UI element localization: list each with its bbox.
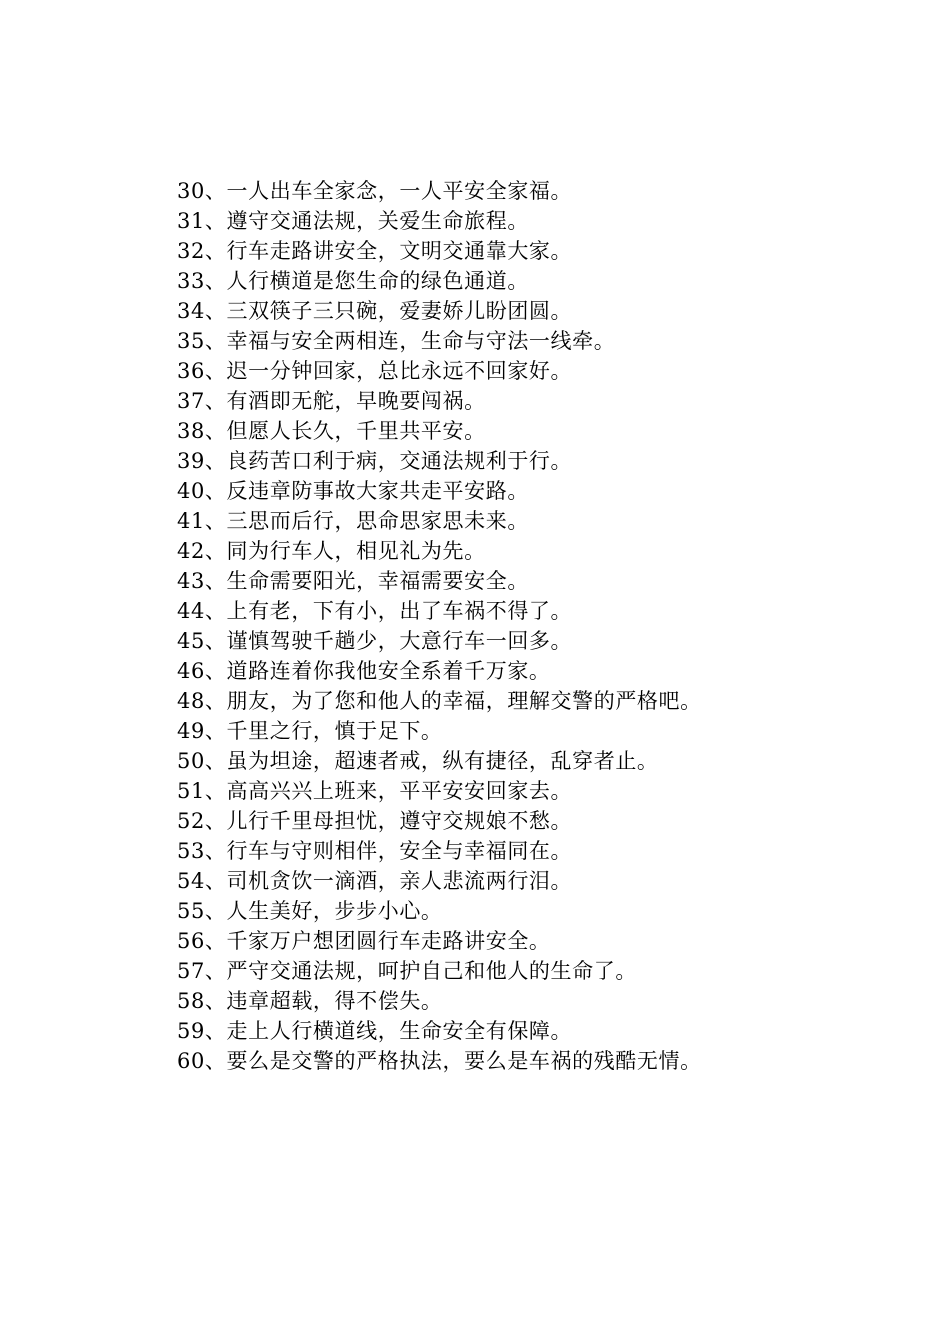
list-item: 37、有酒即无舵，早晚要闯祸。 xyxy=(177,389,486,413)
list-item: 48、朋友，为了您和他人的幸福，理解交警的严格吧。 xyxy=(177,689,702,713)
list-item: 41、三思而后行，思命思家思未来。 xyxy=(177,509,529,533)
slogan-list xyxy=(177,176,877,1076)
list-item: 53、行车与守则相伴，安全与幸福同在。 xyxy=(177,839,573,863)
list-item: 40、反违章防事故大家共走平安路。 xyxy=(177,479,529,503)
list-item: 51、高高兴兴上班来，平平安安回家去。 xyxy=(177,779,573,803)
list-item: 52、儿行千里母担忧，遵守交规娘不愁。 xyxy=(177,809,573,833)
list-item: 57、严守交通法规，呵护自己和他人的生命了。 xyxy=(177,959,637,983)
list-item: 55、人生美好，步步小心。 xyxy=(177,899,443,923)
list-item: 33、人行横道是您生命的绿色通道。 xyxy=(177,269,529,293)
list-item: 31、遵守交通法规，关爱生命旅程。 xyxy=(177,209,529,233)
list-item: 54、司机贪饮一滴酒，亲人悲流两行泪。 xyxy=(177,869,573,893)
list-item: 49、千里之行，慎于足下。 xyxy=(177,719,443,743)
list-item: 44、上有老，下有小，出了车祸不得了。 xyxy=(177,599,573,623)
list-item: 30、一人出车全家念，一人平安全家福。 xyxy=(177,179,573,203)
list-item: 35、幸福与安全两相连，生命与守法一线牵。 xyxy=(177,329,616,353)
list-item: 39、良药苦口利于病，交通法规利于行。 xyxy=(177,449,573,473)
list-item: 34、三双筷子三只碗，爱妻娇儿盼团圆。 xyxy=(177,299,573,323)
list-item: 58、违章超载，得不偿失。 xyxy=(177,989,443,1013)
list-item: 45、谨慎驾驶千趟少，大意行车一回多。 xyxy=(177,629,573,653)
list-item: 50、虽为坦途，超速者戒，纵有捷径，乱穿者止。 xyxy=(177,749,659,773)
list-item: 46、道路连着你我他安全系着千万家。 xyxy=(177,659,551,683)
list-item: 60、要么是交警的严格执法，要么是车祸的残酷无情。 xyxy=(177,1049,702,1073)
list-item: 38、但愿人长久，千里共平安。 xyxy=(177,419,486,443)
list-item: 59、走上人行横道线，生命安全有保障。 xyxy=(177,1019,573,1043)
list-item: 56、千家万户想团圆行车走路讲安全。 xyxy=(177,929,551,953)
list-item: 32、行车走路讲安全，文明交通靠大家。 xyxy=(177,239,573,263)
list-item: 43、生命需要阳光，幸福需要安全。 xyxy=(177,569,529,593)
list-item: 42、同为行车人，相见礼为先。 xyxy=(177,539,486,563)
list-item: 36、迟一分钟回家，总比永远不回家好。 xyxy=(177,359,573,383)
